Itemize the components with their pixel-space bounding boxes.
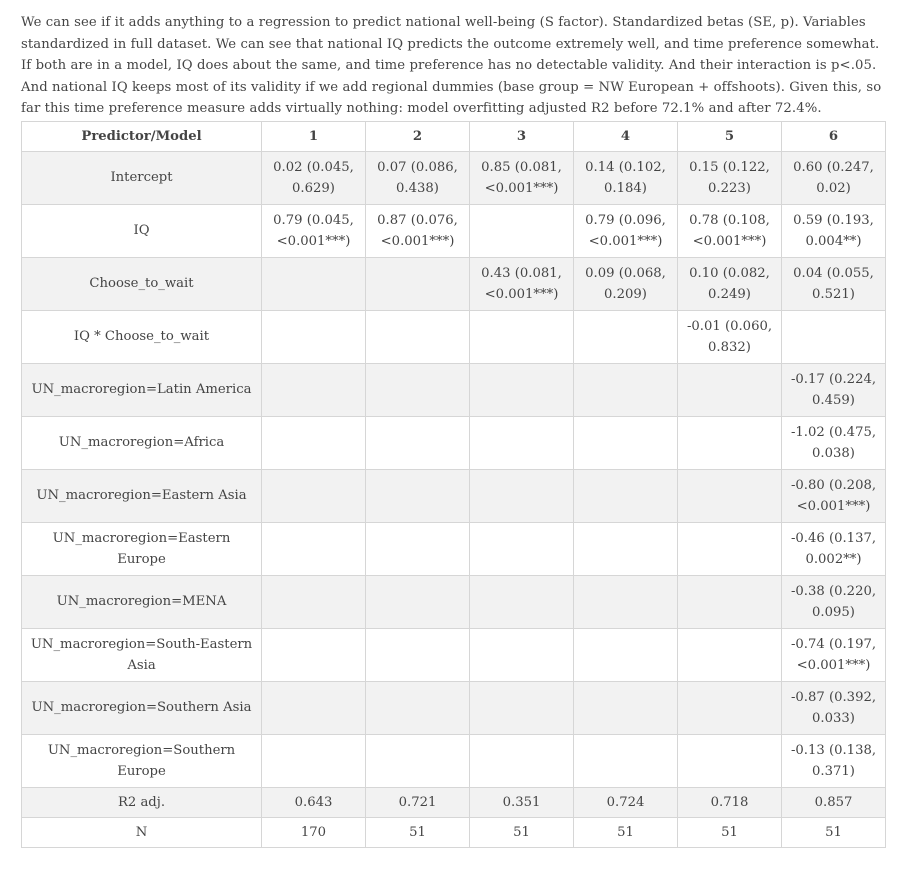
- table-body: [22, 151, 886, 847]
- table-cell: 0.09 (0.068, 0.209): [574, 257, 678, 310]
- row-label: UN_macroregion=MENA: [22, 575, 262, 628]
- table-row: [22, 522, 886, 575]
- table-cell: [574, 628, 678, 681]
- table-cell: -0.13 (0.138, 0.371): [782, 734, 886, 787]
- table-cell: [470, 628, 574, 681]
- table-cell: [366, 575, 470, 628]
- table-cell: [262, 363, 366, 416]
- table-cell: 51: [678, 817, 782, 847]
- table-cell: [678, 363, 782, 416]
- table-cell: [366, 310, 470, 363]
- table-cell: [678, 734, 782, 787]
- table-cell: [470, 416, 574, 469]
- row-label: UN_macroregion=Southern Europe: [22, 734, 262, 787]
- table-row: [22, 204, 886, 257]
- row-label: IQ: [22, 204, 262, 257]
- table-cell: [262, 628, 366, 681]
- table-cell: 0.02 (0.045, 0.629): [262, 151, 366, 204]
- table-cell: [574, 310, 678, 363]
- table-cell: [262, 734, 366, 787]
- table-cell: [366, 628, 470, 681]
- table-cell: 0.59 (0.193, 0.004**): [782, 204, 886, 257]
- table-cell: [366, 257, 470, 310]
- header-model-3: 3: [470, 121, 574, 151]
- table-cell: [366, 681, 470, 734]
- header-model-6: 6: [782, 121, 886, 151]
- table-cell: [470, 204, 574, 257]
- table-row: [22, 151, 886, 204]
- table-cell: [782, 310, 886, 363]
- table-cell: 0.60 (0.247, 0.02): [782, 151, 886, 204]
- row-label: IQ * Choose_to_wait: [22, 310, 262, 363]
- table-row: [22, 817, 886, 847]
- table-cell: 0.07 (0.086, 0.438): [366, 151, 470, 204]
- regression-table: [21, 121, 886, 848]
- table-cell: -0.17 (0.224, 0.459): [782, 363, 886, 416]
- table-cell: 0.87 (0.076, <0.001***): [366, 204, 470, 257]
- table-cell: [262, 469, 366, 522]
- table-cell: -1.02 (0.475, 0.038): [782, 416, 886, 469]
- table-cell: [574, 575, 678, 628]
- row-label: UN_macroregion=Eastern Asia: [22, 469, 262, 522]
- table-cell: [470, 363, 574, 416]
- table-cell: [262, 575, 366, 628]
- table-cell: [574, 681, 678, 734]
- header-model-5: 5: [678, 121, 782, 151]
- table-cell: 0.14 (0.102, 0.184): [574, 151, 678, 204]
- table-cell: 0.79 (0.096, <0.001***): [574, 204, 678, 257]
- table-cell: -0.46 (0.137, 0.002**): [782, 522, 886, 575]
- table-row: [22, 363, 886, 416]
- table-cell: 0.351: [470, 787, 574, 817]
- intro-paragraph: We can see if it adds anything to a regression to predict national well-being (S factor). Standardized betas (SE, p). Variables standardized in full dataset. We can see that national IQ predicts the outcome extremely well, and time preference somewhat. If both are in a model, IQ does about the same, and time preference has no detectable validity. And their interaction is p<.05. And national IQ keeps most of its validity if we add regional dummies (base group = NW European + offshoots). Given this, so far this time preference measure adds virtually nothing: model overfitting adjusted R2 before 72.1% and after 72.4%.: [21, 15, 882, 116]
- table-cell: [470, 522, 574, 575]
- table-cell: [366, 734, 470, 787]
- table-cell: 0.643: [262, 787, 366, 817]
- table-cell: [574, 469, 678, 522]
- table-cell: 0.79 (0.045, <0.001***): [262, 204, 366, 257]
- table-row: [22, 628, 886, 681]
- table-cell: [574, 734, 678, 787]
- row-label: UN_macroregion=South-Eastern Asia: [22, 628, 262, 681]
- table-cell: [366, 469, 470, 522]
- table-cell: [470, 575, 574, 628]
- table-cell: 51: [470, 817, 574, 847]
- table-row: [22, 734, 886, 787]
- header-model-1: 1: [262, 121, 366, 151]
- table-cell: [678, 575, 782, 628]
- row-label: N: [22, 817, 262, 847]
- table-cell: -0.01 (0.060, 0.832): [678, 310, 782, 363]
- table-cell: [574, 522, 678, 575]
- table-row: [22, 469, 886, 522]
- table-cell: 0.724: [574, 787, 678, 817]
- table-cell: [678, 416, 782, 469]
- row-label: Choose_to_wait: [22, 257, 262, 310]
- table-cell: [470, 734, 574, 787]
- table-cell: [574, 363, 678, 416]
- table-cell: 170: [262, 817, 366, 847]
- table-cell: 51: [574, 817, 678, 847]
- table-cell: 0.43 (0.081, <0.001***): [470, 257, 574, 310]
- table-cell: [470, 681, 574, 734]
- table-cell: [678, 681, 782, 734]
- row-label: UN_macroregion=Eastern Europe: [22, 522, 262, 575]
- row-label: UN_macroregion=Southern Asia: [22, 681, 262, 734]
- table-cell: 51: [366, 817, 470, 847]
- table-cell: 0.85 (0.081, <0.001***): [470, 151, 574, 204]
- header-model-4: 4: [574, 121, 678, 151]
- table-cell: 0.04 (0.055, 0.521): [782, 257, 886, 310]
- table-cell: [470, 469, 574, 522]
- table-cell: [366, 363, 470, 416]
- row-label: Intercept: [22, 151, 262, 204]
- table-cell: -0.38 (0.220, 0.095): [782, 575, 886, 628]
- table-row: [22, 257, 886, 310]
- table-cell: 0.10 (0.082, 0.249): [678, 257, 782, 310]
- table-cell: 0.721: [366, 787, 470, 817]
- table-row: [22, 681, 886, 734]
- header-model-2: 2: [366, 121, 470, 151]
- table-cell: 0.78 (0.108, <0.001***): [678, 204, 782, 257]
- row-label: UN_macroregion=Africa: [22, 416, 262, 469]
- table-row: [22, 787, 886, 817]
- table-cell: [262, 416, 366, 469]
- table-cell: [678, 628, 782, 681]
- table-cell: [574, 416, 678, 469]
- table-cell: -0.80 (0.208, <0.001***): [782, 469, 886, 522]
- table-cell: [470, 310, 574, 363]
- table-row: [22, 310, 886, 363]
- table-cell: -0.87 (0.392, 0.033): [782, 681, 886, 734]
- table-cell: [678, 469, 782, 522]
- table-cell: 51: [782, 817, 886, 847]
- table-cell: [262, 310, 366, 363]
- header-predictor-model: Predictor/Model: [22, 121, 262, 151]
- row-label: UN_macroregion=Latin America: [22, 363, 262, 416]
- table-header-row: [22, 121, 886, 151]
- row-label: R2 adj.: [22, 787, 262, 817]
- table-row: [22, 575, 886, 628]
- table-cell: [366, 522, 470, 575]
- table-cell: 0.718: [678, 787, 782, 817]
- table-cell: -0.74 (0.197, <0.001***): [782, 628, 886, 681]
- table-cell: [262, 681, 366, 734]
- document-body: [21, 0, 886, 848]
- table-cell: [262, 522, 366, 575]
- table-row: [22, 416, 886, 469]
- table-cell: [678, 522, 782, 575]
- table-cell: 0.857: [782, 787, 886, 817]
- table-cell: [262, 257, 366, 310]
- table-cell: [366, 416, 470, 469]
- table-cell: 0.15 (0.122, 0.223): [678, 151, 782, 204]
